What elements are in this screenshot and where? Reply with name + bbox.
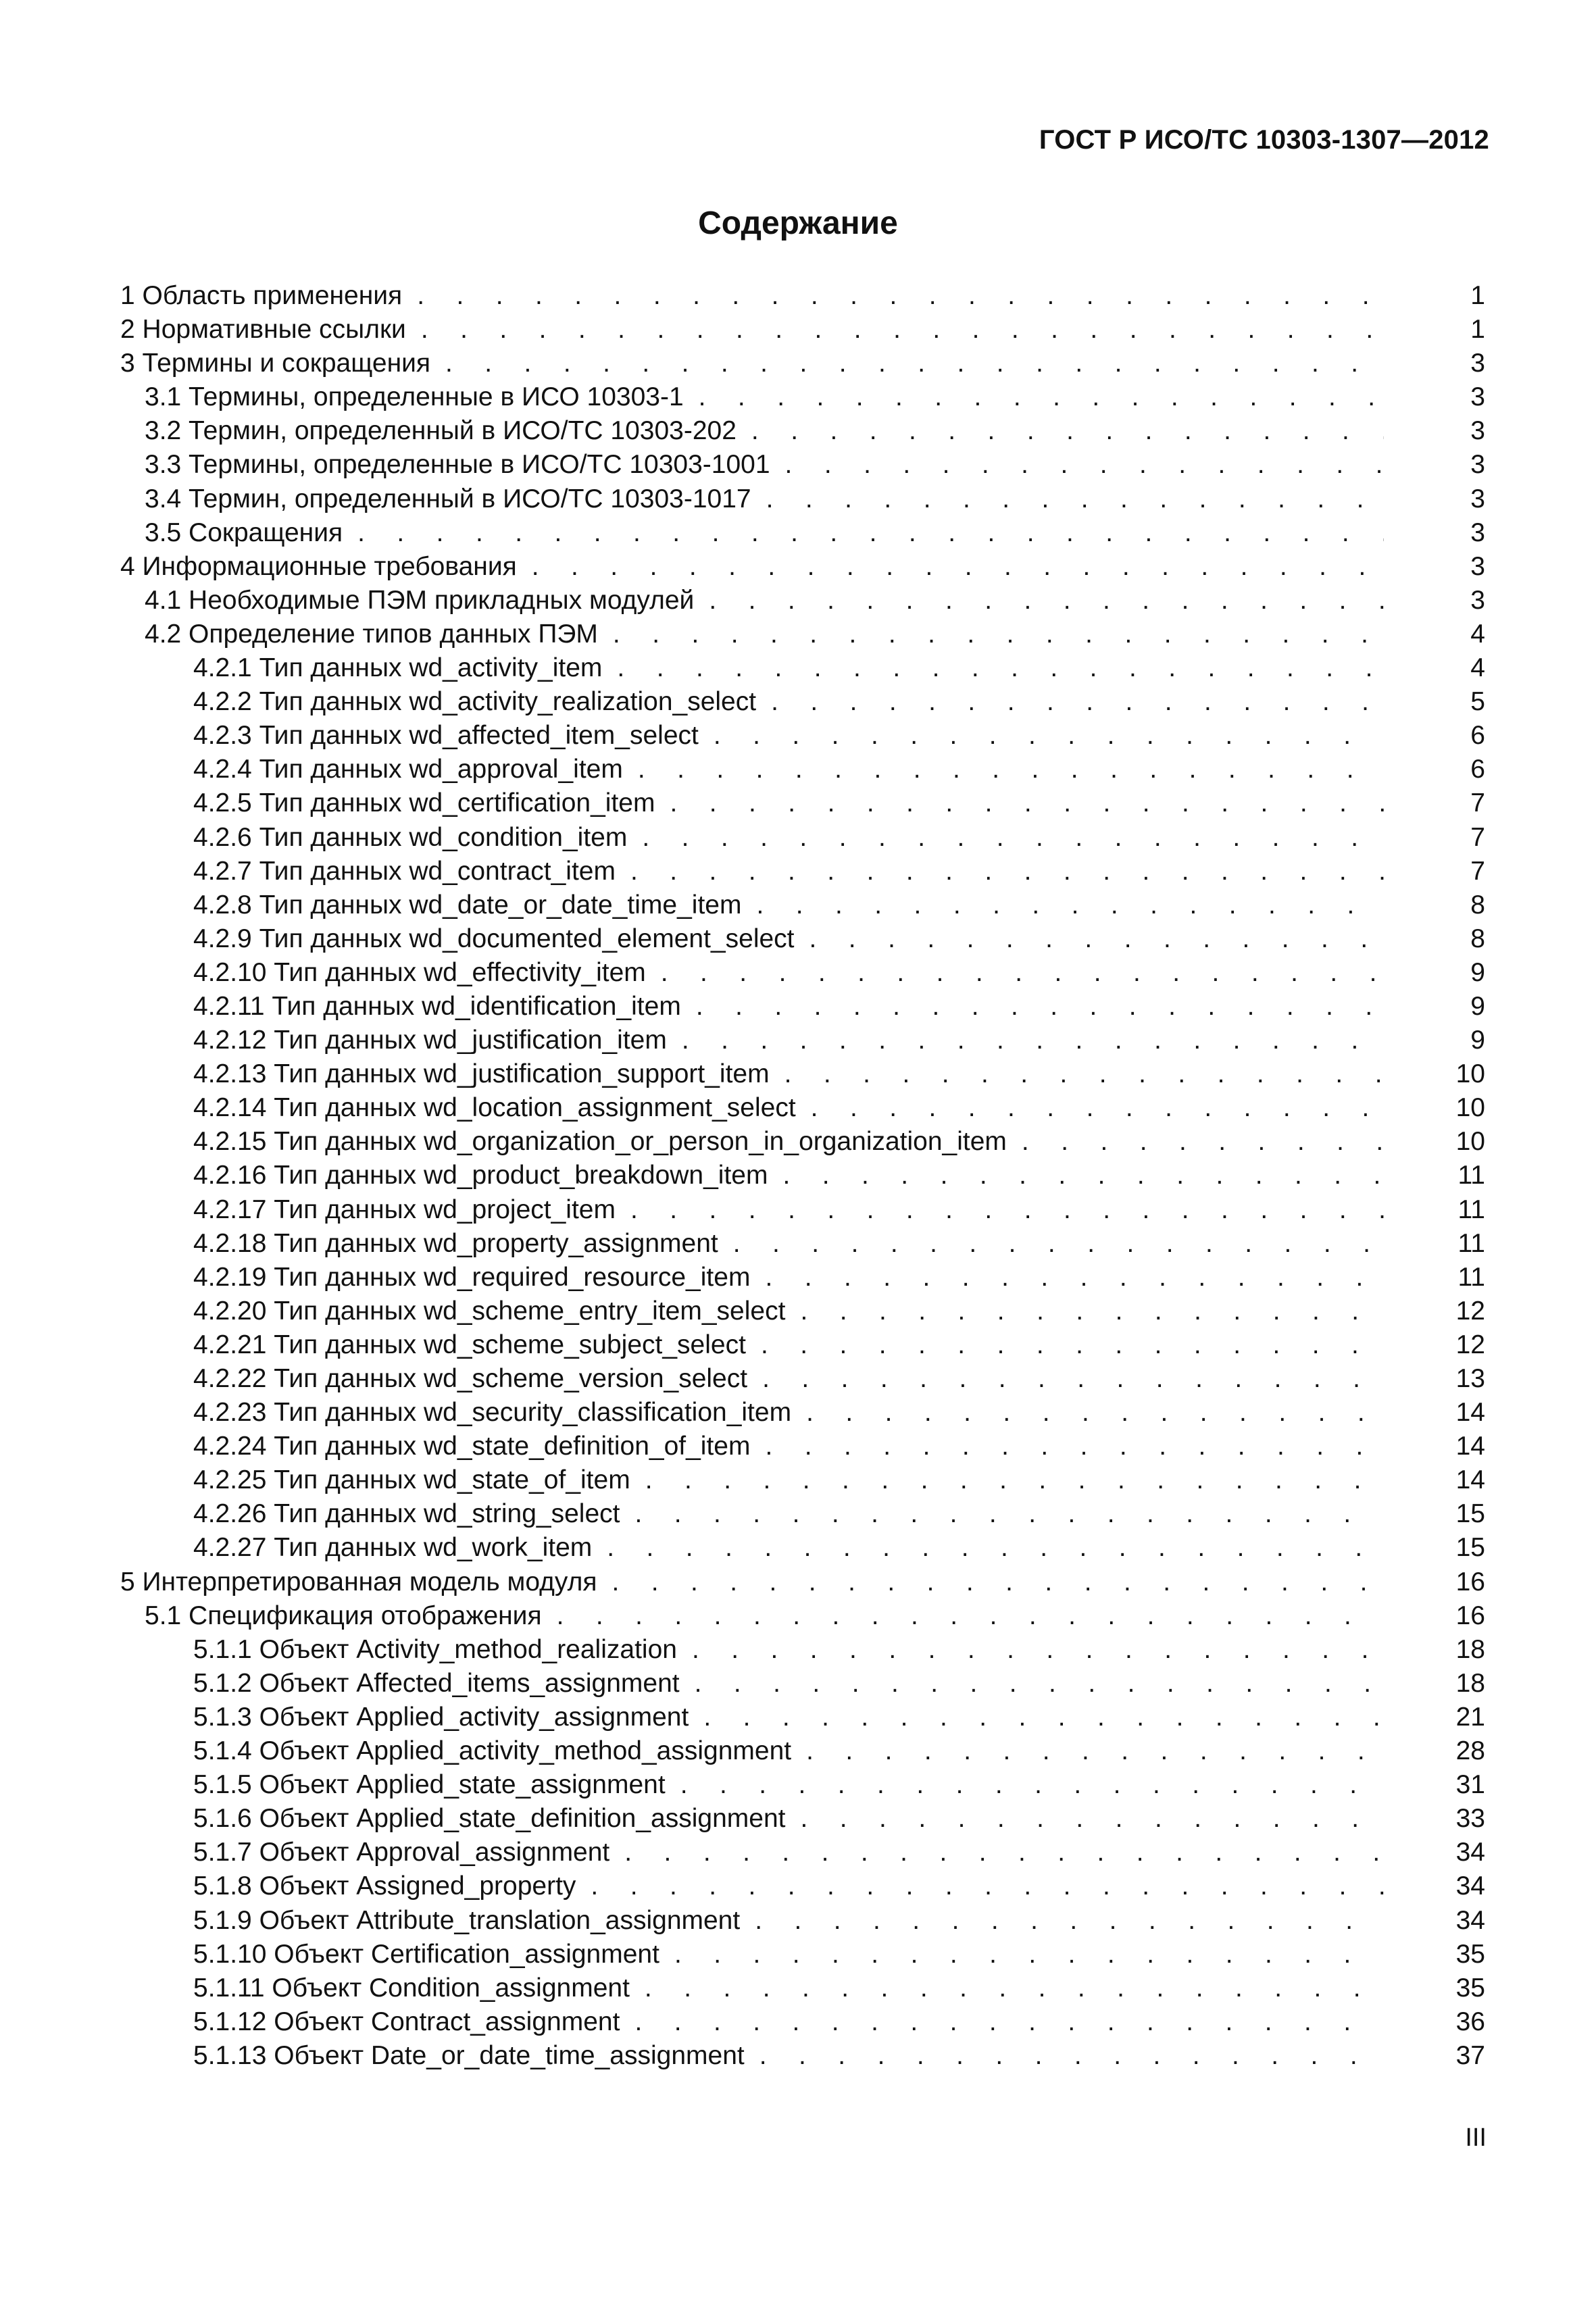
toc-entry-title: 4.2.13 Тип данных wd_justification_support_item . . . [120,1057,1384,1091]
toc-entry[interactable] [120,482,1485,516]
toc-entry-title: 4.2.24 Тип данных wd_state_definition_of_item . . . [120,1430,1384,1463]
toc-entry[interactable] [120,685,1485,719]
toc-entry[interactable] [120,1802,1485,1836]
toc-entry-page: 37 [1455,2040,1485,2070]
toc-entry[interactable] [120,855,1485,888]
toc-entry[interactable] [120,584,1485,618]
document-code: ГОСТ Р ИСО/ТС 10303-1307—2012 [1039,125,1489,155]
toc-entry-title: 3.5 Сокращения . . . [120,516,1384,550]
toc-entry-page: 14 [1455,1432,1485,1461]
toc-entry-page: 14 [1455,1465,1485,1495]
toc-entry[interactable] [120,1869,1485,1903]
toc-entry-title: 5.1.6 Объект Applied_state_definition_assignment . . . [120,1802,1384,1836]
toc-entry[interactable] [120,313,1485,347]
toc-entry-title: 4.2.14 Тип данных wd_location_assignment_select . . . [120,1091,1384,1125]
toc-entry[interactable] [120,1125,1485,1159]
toc-entry-title: 5.1.11 Объект Condition_assignment . . . [120,1971,1384,2005]
toc-entry-title: 5.1.7 Объект Approval_assignment . . . [120,1836,1384,1869]
toc-entry-page: 11 [1457,1194,1485,1224]
toc-entry[interactable] [120,1904,1485,1938]
toc-entry-page: 12 [1455,1330,1485,1359]
toc-entry-title: 4.2 Определение типов данных ПЭМ . . . [120,618,1384,651]
toc-entry-page: 35 [1455,1973,1485,2003]
toc-entry[interactable] [120,922,1485,956]
toc-entry-page: 15 [1455,1499,1485,1529]
toc-entry-title: 4.2.21 Тип данных wd_scheme_subject_select . . . [120,1328,1384,1362]
toc-entry[interactable] [120,956,1485,990]
toc-entry-title: 4.2.16 Тип данных wd_product_breakdown_item . . . [120,1159,1384,1192]
toc-entry-title: 4.2.7 Тип данных wd_contract_item . . . [120,855,1384,888]
toc-entry-title: 4.2.11 Тип данных wd_identification_item . . . [120,990,1384,1024]
toc-entry[interactable] [120,1227,1485,1261]
toc-entry[interactable] [120,2005,1485,2039]
toc-entry[interactable] [120,1430,1485,1463]
toc-entry-title: 5 Интерпретированная модель модуля . . . [120,1565,1384,1599]
toc-entry-title: 4.2.5 Тип данных wd_certification_item . . . [120,786,1384,820]
toc-entry[interactable] [120,753,1485,786]
toc-entry[interactable] [120,1024,1485,1057]
toc-entry-title: 4.2.10 Тип данных wd_effectivity_item . . . [120,956,1384,990]
toc-entry-title: 5.1.13 Объект Date_or_date_time_assignment . . . [120,2039,1384,2073]
toc-entry-page: 5 [1470,687,1485,717]
toc-entry-page: 18 [1455,1668,1485,1698]
toc-entry-page: 3 [1470,416,1485,446]
page-title: Содержание [698,205,898,241]
toc-entry[interactable] [120,448,1485,482]
toc-entry[interactable] [120,1463,1485,1497]
toc-entry[interactable] [120,1768,1485,1802]
toc-entry-title: 4.2.20 Тип данных wd_scheme_entry_item_select . . . [120,1294,1384,1328]
toc-entry-page: 10 [1455,1127,1485,1157]
toc-entry[interactable] [120,1193,1485,1227]
toc-entry-page: 28 [1455,1736,1485,1766]
toc-entry-title: 4.2.26 Тип данных wd_string_select . . . [120,1497,1384,1531]
toc-entry-title: 4.2.19 Тип данных wd_required_resource_item . . . [120,1261,1384,1294]
toc-entry[interactable] [120,651,1485,685]
toc-entry-page: 7 [1470,856,1485,886]
toc-entry-page: 3 [1470,551,1485,581]
toc-entry-page: 12 [1455,1296,1485,1326]
toc-entry-page: 34 [1455,1871,1485,1901]
table-of-contents [120,279,1485,2073]
toc-entry-title: 5.1.5 Объект Applied_state_assignment . . . [120,1768,1384,1802]
toc-entry-title: 4.2.17 Тип данных wd_project_item . . . [120,1193,1384,1227]
toc-entry-page: 16 [1455,1601,1485,1630]
toc-entry-page: 13 [1455,1364,1485,1393]
toc-entry-page: 31 [1455,1770,1485,1800]
toc-entry-page: 16 [1455,1567,1485,1596]
toc-entry-title: 4.2.8 Тип данных wd_date_or_date_time_item . . . [120,888,1384,922]
toc-entry[interactable] [120,719,1485,753]
toc-entry-title: 4.2.25 Тип данных wd_state_of_item . . . [120,1463,1384,1497]
toc-entry-title: 4.2.15 Тип данных wd_organization_or_person_in_organization_item . . . [120,1125,1384,1159]
toc-entry-page: 14 [1455,1398,1485,1428]
toc-entry[interactable] [120,2039,1485,2073]
toc-entry-page: 8 [1470,924,1485,953]
toc-entry-page: 11 [1457,1262,1485,1292]
toc-entry-title: 5.1.12 Объект Contract_assignment . . . [120,2005,1384,2039]
toc-entry-title: 3.1 Термины, определенные в ИСО 10303-1 . . . [120,380,1384,414]
toc-entry-page: 3 [1470,382,1485,412]
toc-entry[interactable] [120,1497,1485,1531]
toc-entry-title: 3.3 Термины, определенные в ИСО/ТС 10303-1001 . . . [120,448,1384,482]
toc-entry-title: 5.1.3 Объект Applied_activity_assignment . . . [120,1701,1384,1734]
toc-entry-page: 3 [1470,450,1485,480]
toc-entry-page: 8 [1470,890,1485,920]
toc-entry-page: 11 [1457,1161,1485,1190]
toc-entry-title: 4.2.9 Тип данных wd_documented_element_select . . . [120,922,1384,956]
toc-entry-title: 3 Термины и сокращения . . . [120,347,1384,380]
toc-entry[interactable] [120,1633,1485,1667]
toc-entry-page: 35 [1455,1939,1485,1969]
toc-entry[interactable] [120,1667,1485,1701]
toc-entry-title: 3.4 Термин, определенный в ИСО/ТС 10303-1017 . . . [120,482,1384,516]
toc-entry-page: 3 [1470,518,1485,547]
toc-entry[interactable] [120,1599,1485,1633]
toc-entry-page: 10 [1455,1059,1485,1089]
toc-entry-title: 5.1.1 Объект Activity_method_realization . . . [120,1633,1384,1667]
toc-entry-page: 7 [1470,788,1485,818]
toc-entry-page: 34 [1455,1838,1485,1867]
toc-entry[interactable] [120,1565,1485,1599]
toc-entry-page: 36 [1455,2007,1485,2036]
toc-entry-title: 4.2.4 Тип данных wd_approval_item . . . [120,753,1384,786]
toc-entry-title: 5.1 Спецификация отображения . . . [120,1599,1384,1633]
toc-entry[interactable] [120,1396,1485,1430]
toc-entry[interactable] [120,516,1485,550]
toc-entry[interactable] [120,990,1485,1024]
toc-entry[interactable] [120,786,1485,820]
toc-entry[interactable] [120,414,1485,448]
toc-entry-title: 4.2.18 Тип данных wd_property_assignment . . . [120,1227,1384,1261]
toc-entry-title: 4.2.23 Тип данных wd_security_classification_item . . . [120,1396,1384,1430]
toc-entry-title: 1 Область применения . . . [120,279,1384,313]
toc-entry-title: 4.2.22 Тип данных wd_scheme_version_select . . . [120,1362,1384,1396]
toc-entry-page: 3 [1470,484,1485,513]
toc-entry-page: 21 [1455,1702,1485,1732]
toc-entry-title: 4.2.6 Тип данных wd_condition_item . . . [120,821,1384,855]
toc-entry[interactable] [120,347,1485,380]
toc-entry-title: 5.1.2 Объект Affected_items_assignment . . . [120,1667,1384,1701]
toc-entry-page: 3 [1470,349,1485,378]
toc-entry[interactable] [120,279,1485,313]
toc-entry-page: 9 [1470,991,1485,1021]
toc-entry-page: 4 [1470,653,1485,683]
toc-entry[interactable] [120,380,1485,414]
toc-entry[interactable] [120,1836,1485,1869]
toc-entry[interactable] [120,550,1485,584]
toc-entry-title: 5.1.9 Объект Attribute_translation_assignment . . . [120,1904,1384,1938]
toc-entry[interactable] [120,1362,1485,1396]
toc-entry-title: 5.1.4 Объект Applied_activity_method_assignment . . . [120,1734,1384,1768]
toc-entry-title: 5.1.10 Объект Certification_assignment . . . [120,1938,1384,1971]
toc-entry[interactable] [120,1971,1485,2005]
toc-entry[interactable] [120,1531,1485,1565]
toc-entry[interactable] [120,821,1485,855]
toc-entry-page: 9 [1470,1026,1485,1055]
toc-entry-title: 4 Информационные требования . . . [120,550,1384,584]
toc-entry-title: 3.2 Термин, определенный в ИСО/ТС 10303-202 . . . [120,414,1384,448]
toc-entry-title: 4.2.27 Тип данных wd_work_item . . . [120,1531,1384,1565]
toc-entry[interactable] [120,888,1485,922]
toc-entry-page: 34 [1455,1905,1485,1935]
toc-entry[interactable] [120,1057,1485,1091]
toc-entry-page: 6 [1470,755,1485,784]
toc-entry-page: 1 [1470,281,1485,310]
toc-entry-title: 4.2.2 Тип данных wd_activity_realization_select . . . [120,685,1384,719]
toc-entry[interactable] [120,618,1485,651]
toc-entry[interactable] [120,1091,1485,1125]
toc-entry-page: 4 [1470,619,1485,649]
page-number: III [1465,2123,1487,2152]
toc-entry-page: 6 [1470,721,1485,751]
toc-entry-page: 33 [1455,1804,1485,1834]
toc-entry-page: 9 [1470,957,1485,987]
toc-entry-title: 4.1 Необходимые ПЭМ прикладных модулей . . . [120,584,1384,618]
toc-entry-page: 1 [1470,315,1485,345]
toc-entry[interactable] [120,1701,1485,1734]
toc-entry-title: 4.2.1 Тип данных wd_activity_item . . . [120,651,1384,685]
toc-entry[interactable] [120,1328,1485,1362]
toc-entry-page: 15 [1455,1533,1485,1563]
toc-entry[interactable] [120,1938,1485,1971]
toc-entry[interactable] [120,1261,1485,1294]
toc-entry-page: 3 [1470,585,1485,615]
toc-entry[interactable] [120,1294,1485,1328]
toc-entry-title: 2 Нормативные ссылки . . . [120,313,1384,347]
toc-entry-title: 4.2.12 Тип данных wd_justification_item . . . [120,1024,1384,1057]
toc-entry[interactable] [120,1734,1485,1768]
toc-entry[interactable] [120,1159,1485,1192]
toc-entry-page: 10 [1455,1093,1485,1123]
toc-entry-title: 4.2.3 Тип данных wd_affected_item_select . . . [120,719,1384,753]
toc-entry-page: 7 [1470,822,1485,852]
toc-entry-page: 18 [1455,1634,1485,1664]
toc-entry-page: 11 [1457,1228,1485,1258]
toc-entry-title: 5.1.8 Объект Assigned_property . . . [120,1869,1384,1903]
